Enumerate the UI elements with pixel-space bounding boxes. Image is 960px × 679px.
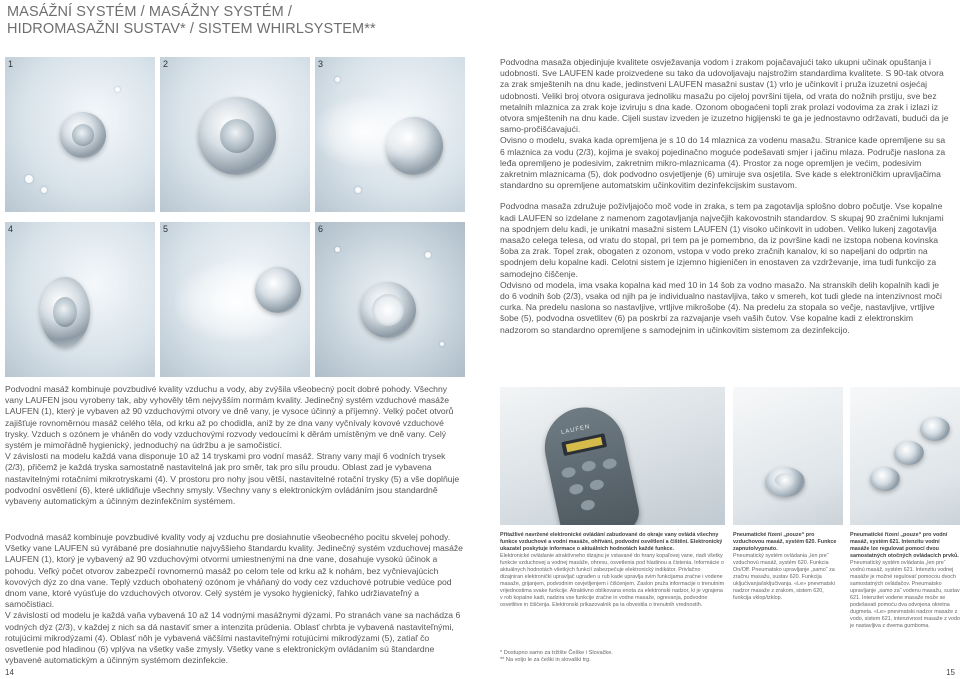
photo-label: 1 — [8, 59, 14, 69]
page-number-left: 14 — [5, 668, 14, 677]
control-button-icon — [580, 499, 596, 512]
text-sk — [5, 532, 467, 666]
bubble-icon — [25, 175, 33, 183]
photo-1-air-jet — [5, 57, 155, 212]
bubble-icon — [355, 187, 361, 193]
footnotes — [500, 650, 613, 665]
pneumatic-button-icon — [894, 441, 924, 465]
photo-pneumatic-control-621 — [850, 387, 960, 525]
bubble-icon — [440, 342, 444, 346]
paragraph-hr-1: Podvodna masaža objedinjuje kvalitete osvježavanja vodom i zrakom pojačavajući tako ukupni učinak opuštanja i udobnosti. Sve LAUFEN kade proizvedene su tako da udovoljavaju najstrožim standardima kvalitete. S 90-tak otvora za zrak smještenih na dnu kade, jedinstveni LAUFEN masažni sustav (1) vrlo je učinkovit i pruža izuzetni osjećaj udobnosti. Veliki broj otvora osigurava jednoliku masažu po cijeloj površini tijela, od vrata do nožnih prstiju, sve bez metalnih mlaznica za zrak koje izviruju s dna kade. Ozonom obogaćeni topli zrak prolazi vodovima za zrak i izlazi iz otvora smještenih na dnu kade. Cijeli sustav izveden je izuzetno higijenski te ga je jednostavno održavati, budući da je samo-pročišćavajući. — [500, 57, 949, 135]
micro-jet-center-icon — [53, 297, 77, 327]
footnote-1: * Dostupno samo za tržište Češke i Slovačke. — [500, 650, 613, 656]
underwater-light-center-icon — [372, 294, 404, 326]
bubble-icon — [335, 77, 340, 82]
photo-2-side-jet — [160, 57, 310, 212]
paragraph-si-1: Podvodna masaža združuje poživljajočo moč vode in zraka, s tem pa zagotavlja splošno dobro počutje. Vse kopalne kadi LAUFEN so izdelane z namenom zagotavljanja največjih kakovostnih standardov. S skupaj 90 zračnimi luknjami na spodnjem delu kadi, je unikatni masažni sistem LAUFEN (1) visoko učinkovit in udoben. Veliko lukenj zagotavlja masažo celega telesa, od vratu do stopal, pri tem pa je pomembno, da iz površine kadi ne izstopa nobena kovinska šoba za zrak. Topel zrak, obogaten z ozonom, vstopa v vodo preko zračnih kanalov, ki so napeljani do odprtin na spodnjem delu kopalne kadi. Celotni sistem je izjemno higieničen in enostaven za vzdrževanje, ima tudi funkcijo za samodejno čiščenje. — [500, 201, 944, 279]
paragraph-si-2: Odvisno od modela, ima vsaka kopalna kad med 10 in 14 šob za vodno masažo. Na stranskih delih kopalnih kadi je do 6 vodnih šob (2/3), vsaka od njih pa je individualno nastavljiva, tako v smereh, kot tudi glede na intenzivnost moči curka. Na predelu naslona so nastavljive, vrtljive mikrošobe (4). Na predelu za stopala so večje, nastavljive, vrtljive šobe (5), podvodna osvetlitev (6) pa poskrbi za razvajanje vseh vaših čutov. Vse kopalne kadi z elektronskim nadzorom so standardno opremljene s samodejnim in učinkovitim sistemom za dezinfekcijo. — [500, 279, 942, 335]
text-cz — [5, 384, 467, 507]
pneumatic-button-icon — [870, 467, 900, 491]
footnote-2: ** Na voljo le za češki in slovaški trg. — [500, 657, 591, 664]
page-number-right: 15 — [946, 668, 955, 677]
photo-3-side-jet-stream — [315, 57, 465, 212]
text-hr-si — [500, 57, 950, 336]
control-button-icon — [589, 479, 605, 492]
photo-label: 2 — [163, 59, 169, 69]
pneumatic-button-center-icon — [775, 473, 795, 487]
caption-heading: Přitažlivé navržené elektronické ovládání zabudované do okraje vany ovládá všechny funkce vzduchové a vodní masáže, ohřívání, podvodní osvětlení a čištění. Elektronický ukazatel poskytuje informace o aktuálních hodnotách každé funkce. — [500, 532, 723, 552]
control-button-icon — [568, 483, 584, 496]
caption-pneumatic-621 — [850, 532, 960, 630]
control-panel — [537, 400, 642, 525]
water-stream-icon — [315, 97, 415, 167]
paragraph-hr-2: Ovisno o modelu, svaka kada opremljena je s 10 do 14 mlaznica za vodenu masažu. Stranice kade opremljene su sa 6 mlaznica za vodu (2/3), kojima je svakoj pojedinačno moguće podešavati smjer i jačinu mlaza. Područje naslona za leđa opremljeno je podesivim, zakretnim mikro-mlaznicama (4). Prostor za noge opremljen je većim, podesivim zakretnim mlaznicama (5), dok podvodno osvjetljenje (6) umiruje sva osjetila. Sve kade s elektroničkim upravljačima standardno su opremljene automatskim učinkovitim dezinfekcijskim sustavom. — [500, 135, 946, 191]
caption-heading: Pneumatické řízení „pouze“ pro vzduchovou masáž, systém 620. Funkce zapnuto/vypnuto. — [733, 532, 837, 552]
photo-pneumatic-control-620 — [733, 387, 843, 525]
caption-electronic-control — [500, 532, 725, 609]
paragraph-cz-1: Podvodní masáž kombinuje povzbudivé kvality vzduchu a vody, aby zvýšila všeobecný pocit dobré pohody. Všechny vany LAUFEN jsou vyrobeny tak, aby vyhověly těm nejvyšším normám kvality. Jedinečný systém vzduchové masáže LAUFEN (1), který je vybaven až 90 vzduchovými otvory ve dně vany, je vysoce účinný a příjemný. Velký počet otvorů zajišťuje rovnoměrnou masáž celého těla, od krku až po chodidla, aniž by ze dna vany vyčnívaly kovové vzduchové trysky. Vzduch s ozónem je vháněn do vody vzduchovými rozvody vedoucími k děrám umístěným ve dně vany. Celý systém je mimořádně hygienický, jednoduchý na údržbu a je samočisticí. — [5, 384, 454, 451]
caption-body: Elektronické ovládanie atraktívneho dizajnu je vstavané do hrany kopaľovej vane, riadi všetky funkcie vzduchovej a vodnej masáže, ohrevu, osvetlenia pod hladinou a čistenia. Informácie o aktuálnych hodnotách všetkých funkcií zabezpečuje elektronický indikátor. Privlačno dizajniran elektronički upravljač ugrađen u rub kade upravlja svim funkcijama zračne i vodene masaže, grijanjem, podvodnim osvjetljenjem i čišćenjem. Zaslon pruža informacije o trenutnim vrijednostima svake funkcije. Atraktivno oblikovana enota za elektronski nadzor, ki je vgrajena v rob kopalne kadi, nadzira vse funkcije zračne in vodne masaže, ogrevanja, podvodne osvetlitve in čiščenja. Elektronski prikazovalnik pa ta obvestila o trenutnih vrednostih. — [500, 553, 725, 608]
photo-label: 5 — [163, 224, 169, 234]
photo-4-micro-jet — [5, 222, 155, 377]
bubble-icon — [425, 252, 431, 258]
display-icon — [561, 433, 607, 456]
photo-6-underwater-light — [315, 222, 465, 377]
paragraph-cz-2: V závislosti na modelu každá vana disponuje 10 až 14 tryskami pro vodní masáž. Strany vany mají 6 vodních trysek (2/3), přičemž je každá tryska samostatně nastavitelná jak pro směr, tak pro sílu proudu. Oblast zad je vybavena nastavitelnými rotačními mikrotryskami (4). V prostoru pro nohy jsou větší, nastavitelné rotační trysky (5) a vše doplňuje podvodní osvětlení (6), které uklidňuje všechny smysly. Všechny vany s elektronickým ovládáním jsou standardně vybaveny automatickým a účinným dezinfekčním systémem. — [5, 451, 460, 507]
caption-pneumatic-620 — [733, 532, 843, 602]
control-button-icon — [561, 466, 577, 479]
photo-label: 4 — [8, 224, 14, 234]
title-line-1: MASÁŽNÍ SYSTÉM / MASÁŽNY SYSTÉM / — [7, 4, 293, 20]
air-jet-center-icon — [72, 124, 94, 146]
panel-brand: LAUFEN — [560, 424, 591, 437]
photo-electronic-control — [500, 387, 725, 525]
control-button-icon — [602, 457, 618, 470]
page-title — [7, 4, 487, 38]
pneumatic-button-icon — [920, 417, 950, 441]
bubble-icon — [115, 87, 120, 92]
paragraph-sk-1: Podvodná masáž kombinuje povzbudivé kvality vody aj vzduchu pre dosiahnutie všeobecného pocitu skvelej pohody. Všetky vane LAUFEN sú vyrábané pre dosiahnutie najvyššieho štandardu kvality. Jedinečný systém vzduchovej masáže LAUFEN (1), ktorý je vybavený až 90 vzduchovými otvormi umiestnenými na dne vane, dosahuje vysokú účinok a pohodu. Veľký počet otvorov zabezpečí rovnomernú masáž po celom tele od krku až k nohám, bez vyčnievajúcich kovových dýz zo dna vane. Teplý vzduch obohatený ozónom je vháňaný do vody cez vzduchové potrubie vedúce pod dnom vane, ktoré vyúsťuje do vzduchových otvorov. Celý systém je vysoko hygienický, ľahko udržiavateľný a samočistiaci. — [5, 532, 463, 610]
side-jet-center-icon — [220, 119, 254, 153]
caption-body: Pneumatický systém ovládania „len pre“ vzduchovú masáž, systém 620. Funkcia On/Off. Pneumatsko upravljanje „samo“ za zračnu masažu, sustav 620. Funkcija uključivanja/isključivanja. «Le» pnevmatski nadzor masaže z zrakom, sistem 620, funkcija vklop/izklop. — [733, 553, 835, 601]
photo-5-foot-jet — [160, 222, 310, 377]
caption-heading: Pneumatické řízení „pouze“ pro vodní masáž, systém 621. Intenzitu vodní masáže lze regulovat pomocí dvou samostatných otočných ovládacích prvků. — [850, 532, 959, 559]
bubble-icon — [335, 247, 340, 252]
photo-label: 3 — [318, 59, 324, 69]
title-line-2: HIDROMASAŽNI SUSTAV* / SISTEM WHIRLSYSTEM** — [7, 21, 376, 37]
caption-body: Pneumatický systém ovládania „len pre“ vodnú masáž, systém 621. Intenzitu vodnej masáže je možné regulovať pomocou dvoch samostatných ovládačov. Pneumatsko upravljanje „samo za“ vodenu masažu, sustav 621. Intenzitet vodene masaže može se podešavati pomoću dva odvojena okretna dugmeta. «Le» pnevmatski nadzor masaže z vodo, sistem 621, intenzivnost masaže z vodo je nastavljiva z dvema gumboma. — [850, 560, 960, 629]
foot-jet-icon — [255, 267, 301, 313]
control-button-icon — [581, 460, 597, 473]
bubble-icon — [41, 187, 47, 193]
paragraph-sk-2: V závislosti od modelu je každá vaňa vybavená 10 až 14 vodnými masážnymi dýzami. Po stranách vane sa nachádza 6 vodných dýz (2/3), v každej z nich sa dá nastaviť smer a intenzita prúdenia. Oblasť chrbta je vybavená nastaviteľnými, rotujúcimi mikrodýzami (4). Oblasť nôh je vybavená väčšími nastaviteľnými rotujúcimi mikrodýzami (5), zatiaľ čo osvetlenie pod hladinou (6) vplýva na všetky vaše zmysly. Všetky vane s elektronickým ovládaním sú štandardne vybavené automatickým a účinným systémom dezinfekcie. — [5, 610, 461, 666]
photo-label: 6 — [318, 224, 324, 234]
